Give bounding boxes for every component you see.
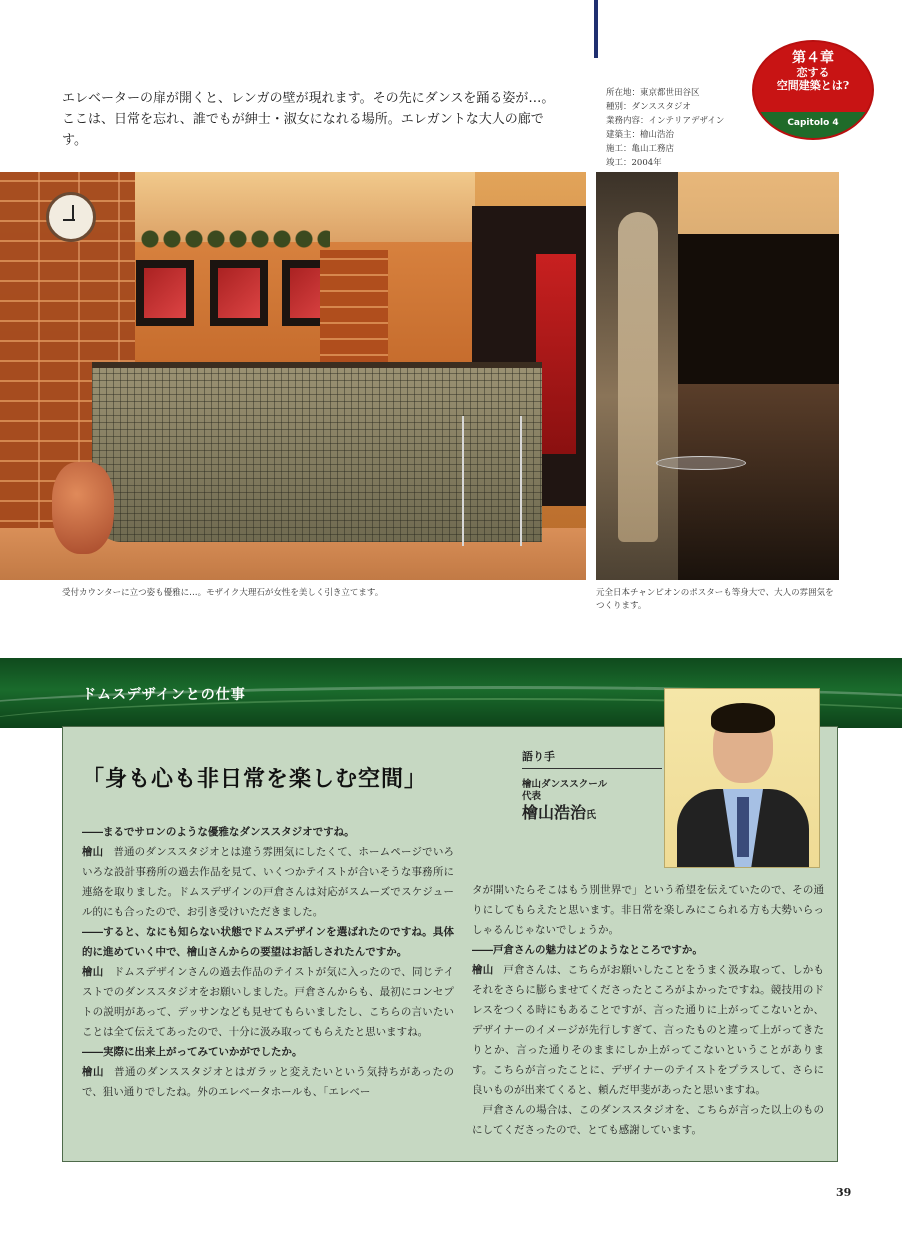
speaker-role: 語り手 <box>522 748 662 769</box>
answer-speaker: 檜山 <box>472 964 494 976</box>
closing-text: 戸倉さんの場合は、このダンススタジオを、こちらが言った以上のものにしてくださったので、とても感謝しています。 <box>472 1104 824 1136</box>
caption-left: 受付カウンターに立つ姿も優雅に…。モザイク大理石が女性を美しく引き立てます。 <box>62 588 384 598</box>
section-band-title: ドムスデザインとの仕事 <box>82 687 246 703</box>
chapter-badge <box>752 40 874 140</box>
poster-photo <box>596 172 839 580</box>
speaker-org-2: 代表 <box>522 791 542 802</box>
question: ――戸倉さんの魅力はどのようなところですか。 <box>472 944 703 956</box>
answer-speaker: 檜山 <box>82 966 104 978</box>
question: ――すると、なにも知らない状態でドムスデザインを選ばれたのですね。具体的に進めていく中で、檜山さんからの要望はお話しされたんですか。 <box>82 926 454 958</box>
reception-photo <box>0 172 586 580</box>
answer <box>82 1062 454 1102</box>
interview-column-1 <box>82 822 454 1102</box>
chapter-title-2: 空間建築とは? <box>776 79 850 92</box>
answer-speaker: 檜山 <box>82 846 104 858</box>
interview-column-2 <box>472 880 824 1140</box>
interview-headline: 「身も心も非日常を楽しむ空間」 <box>82 766 428 792</box>
speaker-org-1: 檜山ダンススクール <box>522 779 608 790</box>
meta-client: 建築主：檜山浩治 <box>606 130 675 140</box>
answer <box>82 962 454 1042</box>
meta-builder: 施工：亀山工務店 <box>606 144 675 154</box>
question: ――まるでサロンのような優雅なダンススタジオですね。 <box>82 826 355 838</box>
meta-completed: 竣工：2004年 <box>606 158 662 168</box>
dancer-poster-image <box>596 172 678 580</box>
question: ――実際に出来上がってみていかがでしたか。 <box>82 1046 303 1058</box>
speaker-info <box>522 748 662 826</box>
chapter-title-1: 恋する <box>796 66 830 79</box>
clock-image <box>46 192 96 242</box>
speaker-name-line <box>522 803 662 826</box>
lead-text <box>62 88 562 151</box>
answer <box>82 842 454 922</box>
page-number: 39 <box>836 1186 852 1199</box>
project-meta <box>606 86 746 170</box>
meta-location: 所在地：東京都世田谷区 <box>606 88 700 98</box>
continued-text: タが開いたらそこはもう別世界で」という希望を伝えていたので、その通りにしてもらえたと思います。非日常を楽しみにこられる方も大勢いらっしゃるんじゃないでしょうか。 <box>472 884 824 936</box>
answer-text: 普通のダンススタジオとは違う雰囲気にしたくて、ホームページでいろいろな設計事務所の過去作品を見て、いくつかテイストが合いそうな事務所に連絡を取りました。ドムスデザインの戸倉さんは対応がスムーズでスケジュール的にも合ったので、お引き受けいただきました。 <box>82 846 454 918</box>
answer-text: ドムスデザインさんの過去作品のテイストが気に入ったので、同じテイストでのダンススタジオをお願いしました。戸倉さんからも、最初にコンセプトの説明があって、デッサンなども見せてもらいましたし、こちらの言いたいことは全て伝えてあったので、十分に汲み取ってもらえたと思いますね。 <box>82 966 454 1038</box>
answer-text: 戸倉さんは、こちらがお願いしたことをうまく汲み取って、しかもそれをさらに膨らませてくださったところがよかったですね。競技用のドレスをつくる時にもあることですが、言った通りに上がってこないとか、デザイナーのイメージが先行しすぎて、言ったものと違って上がってきたりとか、言った通りそのままにしか上がってこないということがあります。こちらが言ったことに、デザイナーのテイストをプラスして、さらに良いものが出来てくると、頼んだ甲斐があったと思いますね。 <box>472 964 824 1096</box>
lead-line-2: ここは、日常を忘れ、誰でもが紳士・淑女になれる場所。エレガントな大人の廊です。 <box>62 112 544 148</box>
lead-line-1: エレベーターの扉が開くと、レンガの壁が現れます。その先にダンスを踊る姿が…。 <box>62 91 555 106</box>
chapter-sub: Capitolo 4 <box>754 112 872 140</box>
answer <box>472 960 824 1100</box>
meta-work: 業務内容：インテリアデザイン <box>606 116 725 126</box>
speaker-name: 檜山浩治 <box>522 803 587 822</box>
chapter-number: 第４章 <box>792 50 834 66</box>
mosaic-counter-image <box>92 362 542 542</box>
answer-text: 普通のダンススタジオとはガラッと変えたいという気持ちがあったので、狙い通りでしたね。外のエレベータホールも、「エレベー <box>82 1066 455 1098</box>
vase-image <box>52 462 114 554</box>
top-divider-line <box>594 0 598 58</box>
meta-type: 種別：ダンススタジオ <box>606 102 691 112</box>
caption-right: 元全日本チャンピオンのポスターも等身大で、大人の雰囲気をつくります。 <box>596 588 834 611</box>
speaker-suffix: 氏 <box>586 810 597 821</box>
answer-speaker: 檜山 <box>82 1066 105 1078</box>
speaker-portrait <box>664 688 820 868</box>
